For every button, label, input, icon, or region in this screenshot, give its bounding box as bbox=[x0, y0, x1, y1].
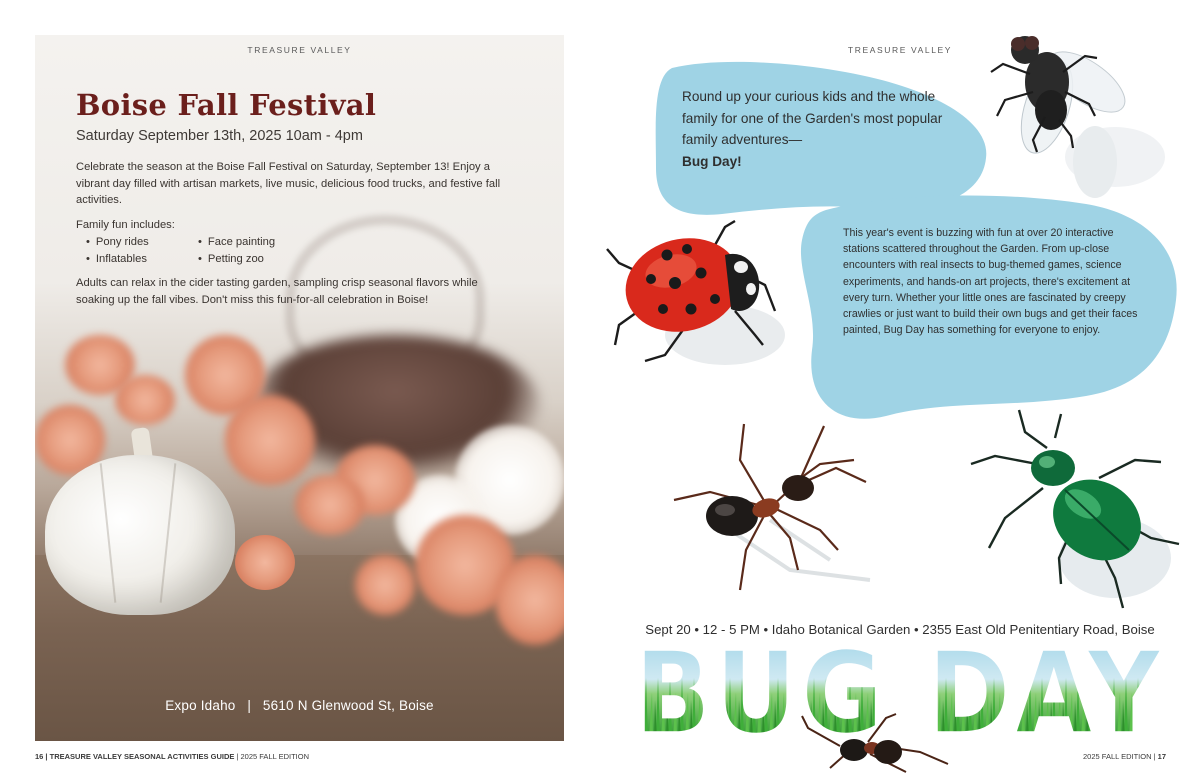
list-item: • Petting zoo bbox=[198, 251, 358, 268]
fly-icon bbox=[985, 12, 1180, 202]
footer-edition-left: 2025 FALL EDITION bbox=[240, 752, 310, 761]
list-item: • Inflatables bbox=[86, 251, 198, 268]
family-fun-heading: Family fun includes: bbox=[76, 218, 175, 231]
festival-intro: Celebrate the season at the Boise Fall Festival on Saturday, September 13! Enjoy a vibrant day filled with artisan markets, live music, delicious food trucks, and festive fall activities. bbox=[76, 161, 501, 206]
footer-page-number-left: 16 bbox=[35, 752, 44, 761]
green-beetle-icon bbox=[965, 408, 1190, 618]
bug-day-title-graphic bbox=[630, 640, 1170, 738]
footer-separator: | bbox=[234, 752, 241, 761]
bug-day-intro bbox=[682, 86, 952, 172]
festival-date-time: Saturday September 13th, 2025 10am - 4pm bbox=[76, 128, 363, 144]
footer-left bbox=[35, 752, 309, 761]
bug-day-title-text: BUG DAY bbox=[635, 640, 1165, 738]
bug-day-description: This year's event is buzzing with fun at over 20 interactive stations scattered throughout the Garden. From up-close encounters with real insects to bug-themed games, science experiments, and hands-on art projects, there's excitement at every turn. Whether your little ones are fascinated by creepy crawlies or just want to build their own bugs and get their faces painted, Bug Day has something for everyone to enjoy. bbox=[843, 227, 1138, 337]
running-head-right: TREASURE VALLEY bbox=[847, 45, 953, 55]
ladybug-icon bbox=[605, 215, 795, 375]
footer-separator: | bbox=[43, 752, 50, 761]
running-head-left: TREASURE VALLEY bbox=[247, 45, 352, 55]
bug-day-event-details: Sept 20 • 12 - 5 PM • Idaho Botanical Garden • 2355 East Old Penitentiary Road, Boise bbox=[645, 622, 1155, 637]
adults-text: Adults can relax in the cider tasting garden, sampling crisp seasonal flavors while soaking up the fall vibes. Don't miss this fun-for-all celebration in Boise! bbox=[76, 277, 478, 306]
footer-right bbox=[1083, 752, 1166, 761]
list-item: • Face painting bbox=[198, 234, 358, 251]
bug-day-intro-text: Round up your curious kids and the whole family for one of the Garden's most popular family adventures— bbox=[682, 89, 943, 147]
festival-body bbox=[76, 159, 516, 316]
bug-day-intro-bold: Bug Day! bbox=[682, 153, 742, 169]
ant-icon bbox=[670, 420, 900, 600]
festival-location bbox=[35, 698, 564, 713]
family-fun-list bbox=[76, 234, 516, 267]
footer-edition-right: 2025 FALL EDITION bbox=[1083, 752, 1152, 761]
footer-separator: | bbox=[1151, 752, 1158, 761]
list-item: • Pony rides bbox=[86, 234, 198, 251]
festival-photo bbox=[35, 35, 564, 741]
festival-location-text: Expo Idaho | 5610 N Glenwood St, Boise bbox=[165, 698, 434, 713]
festival-title: Boise Fall Festival bbox=[76, 88, 377, 122]
footer-page-number-right: 17 bbox=[1157, 752, 1166, 761]
footer-guide-title: TREASURE VALLEY SEASONAL ACTIVITIES GUIDE bbox=[49, 752, 235, 761]
